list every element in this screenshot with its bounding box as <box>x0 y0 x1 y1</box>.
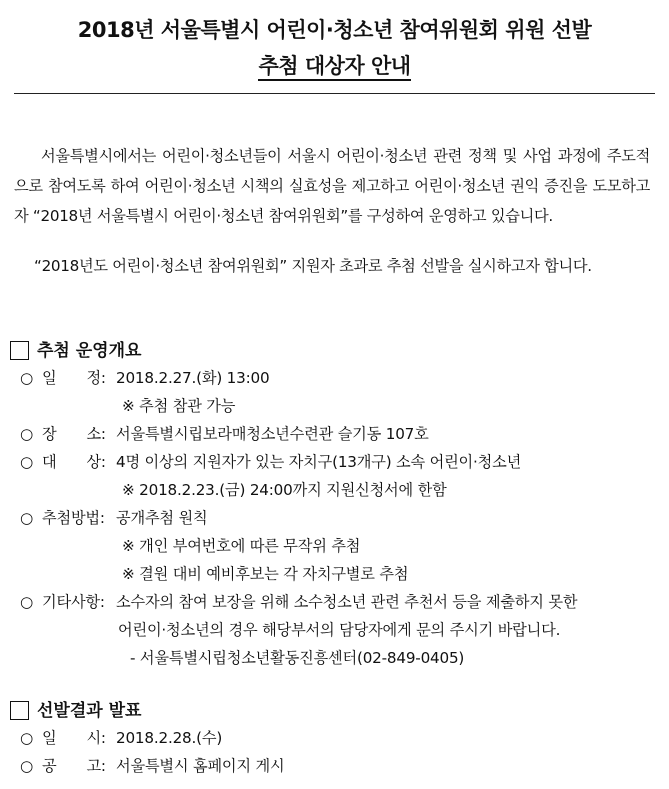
circle-bullet-icon: ○ <box>20 369 34 387</box>
info-row-misc <box>20 591 577 612</box>
info-row-location <box>20 423 429 444</box>
circle-bullet-icon: ○ <box>20 425 34 443</box>
row-note: ※ 추첨 참관 가능 <box>122 397 236 415</box>
info-row-announce-method <box>20 755 284 776</box>
row-value: 서울특별시립보라매청소년수련관 슬기동 107호 <box>116 425 429 443</box>
row-value: 2018.2.27.(화) 13:00 <box>116 369 270 387</box>
circle-bullet-icon: ○ <box>20 509 34 527</box>
row-label: 공 고: <box>42 757 106 775</box>
row-label: 기타사항: <box>42 593 105 611</box>
circle-bullet-icon: ○ <box>20 453 34 471</box>
info-row-method <box>20 507 207 528</box>
checkbox-square-icon <box>10 341 29 360</box>
title-divider <box>14 93 655 94</box>
section-heading-text: 추첨 운영개요 <box>37 341 142 361</box>
document-title: 2018년 서울특별시 어린이·청소년 참여위원회 위원 선발 <box>77 18 592 42</box>
info-row-schedule <box>20 367 269 388</box>
row-note: ※ 2018.2.23.(금) 24:00까지 지원신청서에 한함 <box>122 481 447 499</box>
row-label: 일 시: <box>42 729 106 747</box>
contact-info: - 서울특별시립청소년활동진흥센터(02-849-0405) <box>130 649 465 667</box>
circle-bullet-icon: ○ <box>20 757 34 775</box>
document-subtitle-text: 추첨 대상자 안내 <box>258 54 410 81</box>
info-row-announce-date <box>20 727 222 748</box>
row-value: 공개추첨 원칙 <box>116 509 208 527</box>
row-value: 서울특별시 홈페이지 게시 <box>116 757 285 775</box>
circle-bullet-icon: ○ <box>20 593 34 611</box>
intro-paragraph: 서울특별시에서는 어린이·청소년들이 서울시 어린이·청소년 관련 정책 및 사업 과정에 주도적으로 참여도록 하여 어린이·청소년 시책의 실효성을 제고하고 어린이·청소년 권익 증진을 도모하고자 “2018년 서울특별시 어린이·청소년 참여위원회”를 구성하여 운영하고 있습니다. <box>14 147 650 225</box>
document-subtitle <box>0 50 669 80</box>
section-heading-lottery <box>10 336 141 361</box>
row-label: 대 상: <box>42 453 106 471</box>
section-heading-results <box>10 696 141 721</box>
row-note: ※ 개인 부여번호에 따른 무작위 추첨 <box>122 537 361 555</box>
row-value: 4명 이상의 지원자가 있는 자치구(13개구) 소속 어린이·청소년 <box>116 453 522 471</box>
row-label: 장 소: <box>42 425 106 443</box>
row-note: ※ 결원 대비 예비후보는 각 자치구별로 추첨 <box>122 565 409 583</box>
row-value: 소수자의 참여 보장을 위해 소수청소년 관련 추천서 등을 제출하지 못한 <box>116 593 578 611</box>
checkbox-square-icon <box>10 701 29 720</box>
info-row-target <box>20 451 521 472</box>
row-note: 어린이·청소년의 경우 해당부서의 담당자에게 문의 주시기 바랍니다. <box>118 621 561 639</box>
section-heading-text: 선발결과 발표 <box>37 701 142 721</box>
row-label: 일 정: <box>42 369 106 387</box>
row-value: 2018.2.28.(수) <box>116 729 223 747</box>
intro-paragraph-2: “2018년도 어린이·청소년 참여위원회” 지원자 초과로 추첨 선발을 실시하고자 합니다. <box>34 257 592 275</box>
row-label: 추첨방법: <box>42 509 105 527</box>
circle-bullet-icon: ○ <box>20 729 34 747</box>
